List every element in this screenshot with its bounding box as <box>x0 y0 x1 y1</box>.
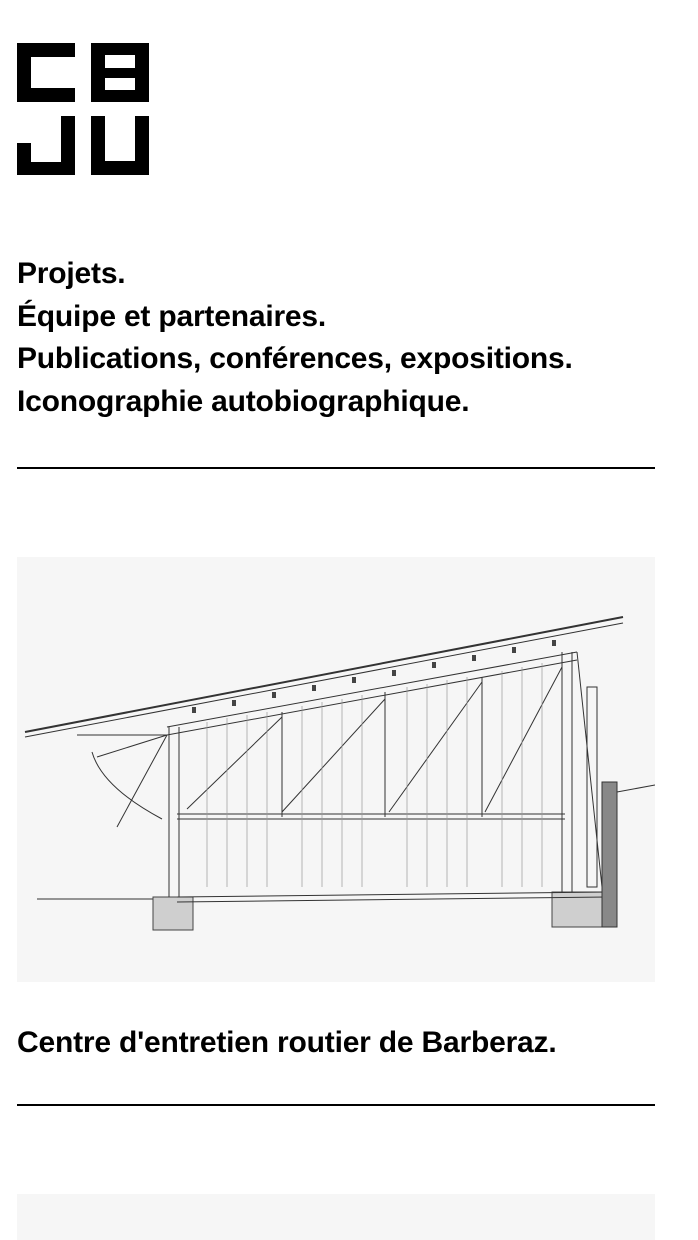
architectural-section-drawing <box>17 557 655 982</box>
nav-link-iconographie[interactable]: Iconographie autobiographique. <box>17 384 470 418</box>
divider <box>17 467 655 469</box>
nav-item-equipe <box>17 296 573 339</box>
project-title <box>17 1022 556 1064</box>
nav-item-projets <box>17 253 573 296</box>
gbau-logo-icon <box>17 43 149 175</box>
project-image-link[interactable] <box>17 557 655 982</box>
project-image-link[interactable] <box>17 1194 655 1240</box>
nav-item-publications <box>17 338 573 381</box>
project-title-link[interactable]: Centre d'entretien routier de Barberaz. <box>17 1026 557 1059</box>
nav-link-equipe[interactable]: Équipe et partenaires. <box>17 299 327 333</box>
nav-link-projets[interactable]: Projets. <box>17 257 126 290</box>
nav-item-iconographie <box>17 381 573 424</box>
gbau-logo[interactable] <box>17 43 149 175</box>
main-navigation <box>17 253 573 423</box>
nav-link-publications[interactable]: Publications, conférences, expositions. <box>17 342 573 375</box>
divider <box>17 1104 655 1106</box>
